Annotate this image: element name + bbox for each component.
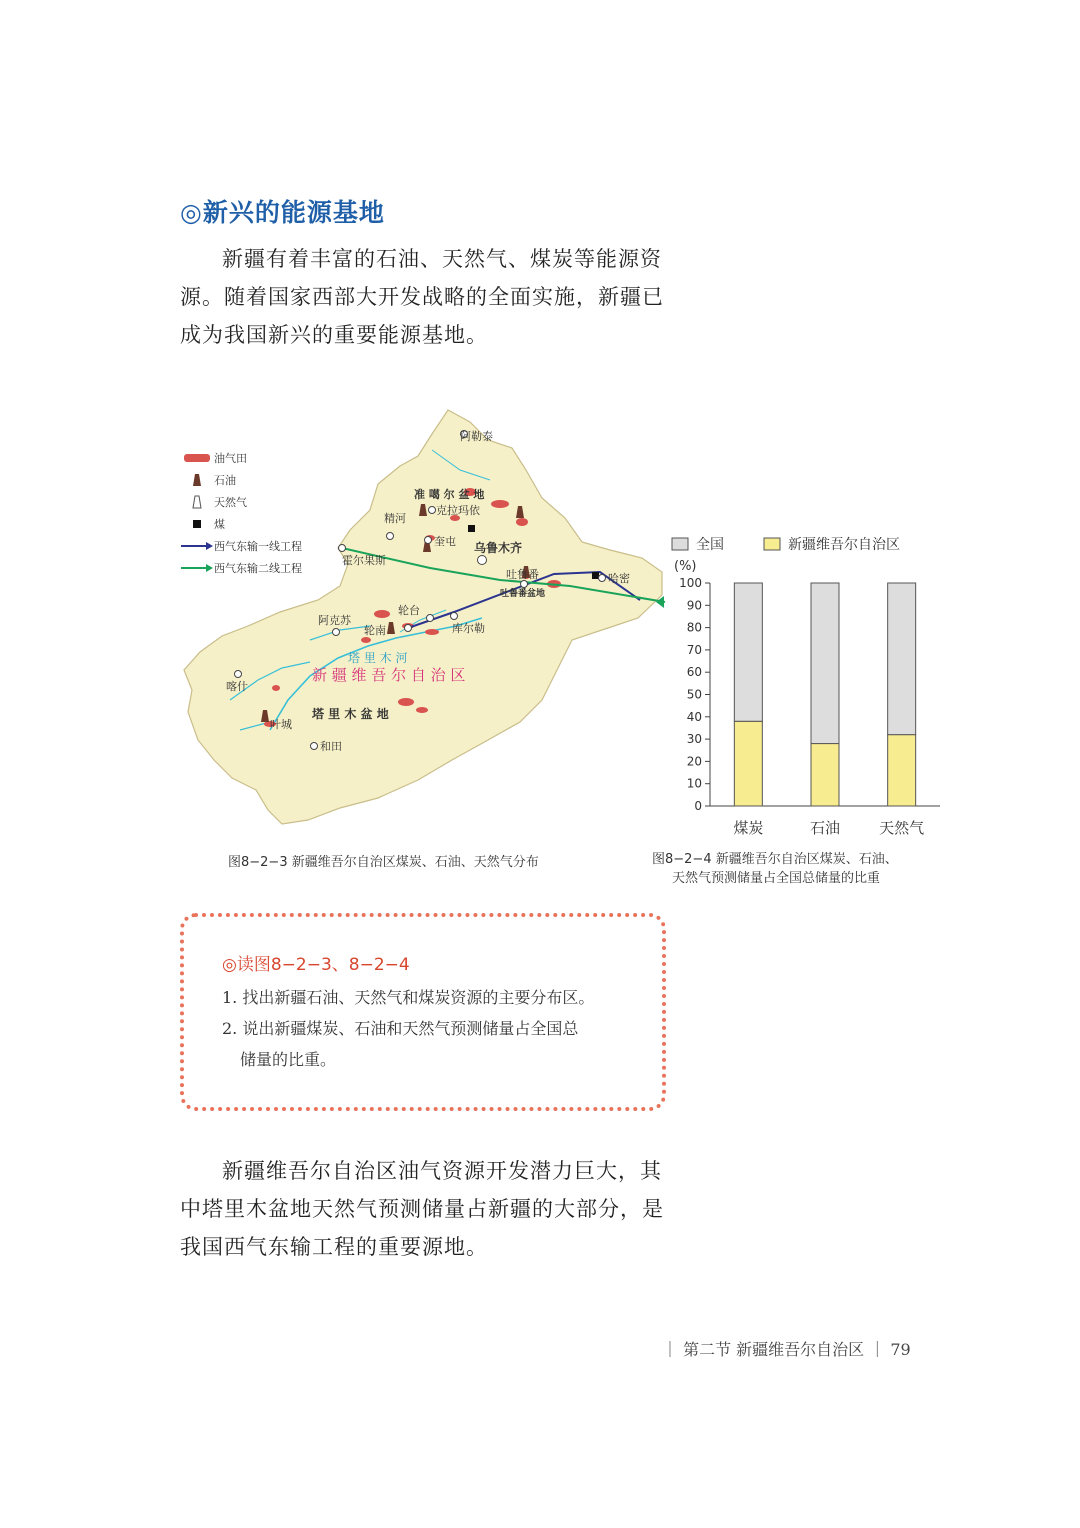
activity-item-1: 1. 找出新疆石油、天然气和煤炭资源的主要分布区。 — [222, 988, 595, 1007]
y-tick-label: 0 — [694, 799, 702, 813]
legend-label: 煤 — [214, 518, 225, 531]
bar-segment — [734, 583, 762, 721]
coal-icon — [192, 519, 202, 529]
intro-line: 源。随着国家西部大开发战略的全面实施，新疆已 — [180, 285, 664, 309]
label-tarim-river: 塔 里 木 河 — [348, 651, 408, 665]
legend-label-xinjiang: 新疆维吾尔自治区 — [788, 537, 900, 553]
oil-derrick-icon — [192, 473, 202, 487]
pipeline2-icon — [181, 563, 213, 573]
label-turpan-basin: 吐鲁番盆地 — [500, 589, 546, 599]
label-kashgar: 喀什 — [226, 680, 248, 693]
legend-item — [180, 491, 302, 513]
page-footer: ｜ 第二节 新疆维吾尔自治区 ｜ 79 — [662, 1340, 911, 1359]
body-line: 我国西气东输工程的重要源地。 — [180, 1235, 488, 1259]
oilgas-field-icon — [184, 453, 210, 463]
activity-item-2: 2. 说出新疆煤炭、石油和天然气预测储量占全国总 — [222, 1019, 579, 1038]
y-tick-label: 90 — [686, 598, 702, 613]
legend-item — [180, 557, 302, 579]
legend-label: 西气东输一线工程 — [214, 540, 302, 553]
figure1-caption: 图8−2−3 新疆维吾尔自治区煤炭、石油、天然气分布 — [228, 855, 539, 870]
body-line: 新疆维吾尔自治区油气资源开发潜力巨大，其 — [222, 1159, 662, 1183]
legend-item — [180, 469, 302, 491]
bar-segment — [734, 721, 762, 806]
label-region: 新 疆 维 吾 尔 自 治 区 — [312, 666, 466, 684]
legend-label: 西气东输二线工程 — [214, 562, 302, 575]
label-tarim-basin: 塔 里 木 盆 地 — [312, 707, 389, 721]
label-yecheng: 叶城 — [270, 718, 292, 731]
legend-item — [180, 535, 302, 557]
y-tick-label: 10 — [686, 776, 702, 791]
legend-swatch-xinjiang — [764, 538, 780, 550]
legend-item — [180, 513, 302, 535]
y-tick-label: 20 — [686, 754, 702, 769]
figure2-caption-line1: 图8−2−4 新疆维吾尔自治区煤炭、石油、 — [652, 852, 898, 867]
y-tick-label: 30 — [686, 732, 702, 747]
label-turpan: 吐鲁番 — [506, 568, 539, 581]
activity-title: ◎读图8−2−3、8−2−4 — [222, 955, 410, 975]
legend-label: 油气田 — [214, 452, 247, 465]
figure2-caption-line2: 天然气预测储量占全国总储量的比重 — [672, 871, 881, 886]
gas-derrick-icon — [192, 495, 202, 509]
label-kuitun: 奎屯 — [434, 535, 456, 548]
intro-line: 新疆有着丰富的石油、天然气、煤炭等能源资 — [222, 247, 662, 271]
bar-segment — [888, 583, 916, 735]
x-tick-label: 煤炭 — [733, 819, 764, 837]
body-line: 中塔里木盆地天然气预测储量占新疆的大部分，是 — [180, 1197, 664, 1221]
y-tick-label: 80 — [686, 620, 702, 635]
map-legend — [180, 447, 302, 579]
bar-segment — [811, 744, 839, 806]
legend-item — [180, 447, 302, 469]
intro-paragraph — [180, 240, 670, 354]
y-axis-label: (%) — [674, 559, 697, 574]
label-urumqi: 乌鲁木齐 — [474, 541, 523, 555]
y-tick-label: 70 — [686, 642, 702, 657]
y-tick-label: 100 — [679, 576, 702, 590]
y-tick-label: 60 — [686, 665, 702, 680]
y-tick-label: 50 — [686, 687, 702, 702]
legend-label: 天然气 — [214, 496, 247, 509]
pipeline1-icon — [181, 541, 213, 551]
bar-segment — [888, 735, 916, 806]
label-hotan: 和田 — [320, 740, 342, 753]
label-hami: 哈密 — [608, 572, 630, 585]
label-lunnan: 轮南 — [364, 624, 386, 637]
legend-label: 石油 — [214, 474, 236, 487]
label-aksu: 阿克苏 — [318, 614, 351, 627]
label-luntai: 轮台 — [398, 604, 420, 617]
label-jinghe: 精河 — [384, 512, 406, 525]
legend-swatch-national — [672, 538, 688, 550]
label-karamay: 克拉玛依 — [436, 504, 480, 517]
x-tick-label: 石油 — [809, 819, 841, 837]
bar-segment — [811, 583, 839, 744]
activity-item-2-cont: 储量的比重。 — [240, 1050, 337, 1069]
x-tick-label: 天然气 — [879, 819, 925, 837]
body-paragraph — [180, 1152, 670, 1266]
stacked-bar-chart — [660, 528, 960, 848]
label-horgos: 霍尔果斯 — [342, 554, 386, 567]
label-junggar: 准 噶 尔 盆 地 — [414, 488, 485, 501]
y-tick-label: 40 — [686, 709, 702, 724]
section-title: ◎新兴的能源基地 — [180, 198, 385, 227]
legend-label-national: 全国 — [696, 537, 724, 553]
label-altay: 阿勒泰 — [460, 430, 493, 443]
intro-line: 成为我国新兴的重要能源基地。 — [180, 323, 488, 347]
label-korla: 库尔勒 — [452, 622, 485, 635]
